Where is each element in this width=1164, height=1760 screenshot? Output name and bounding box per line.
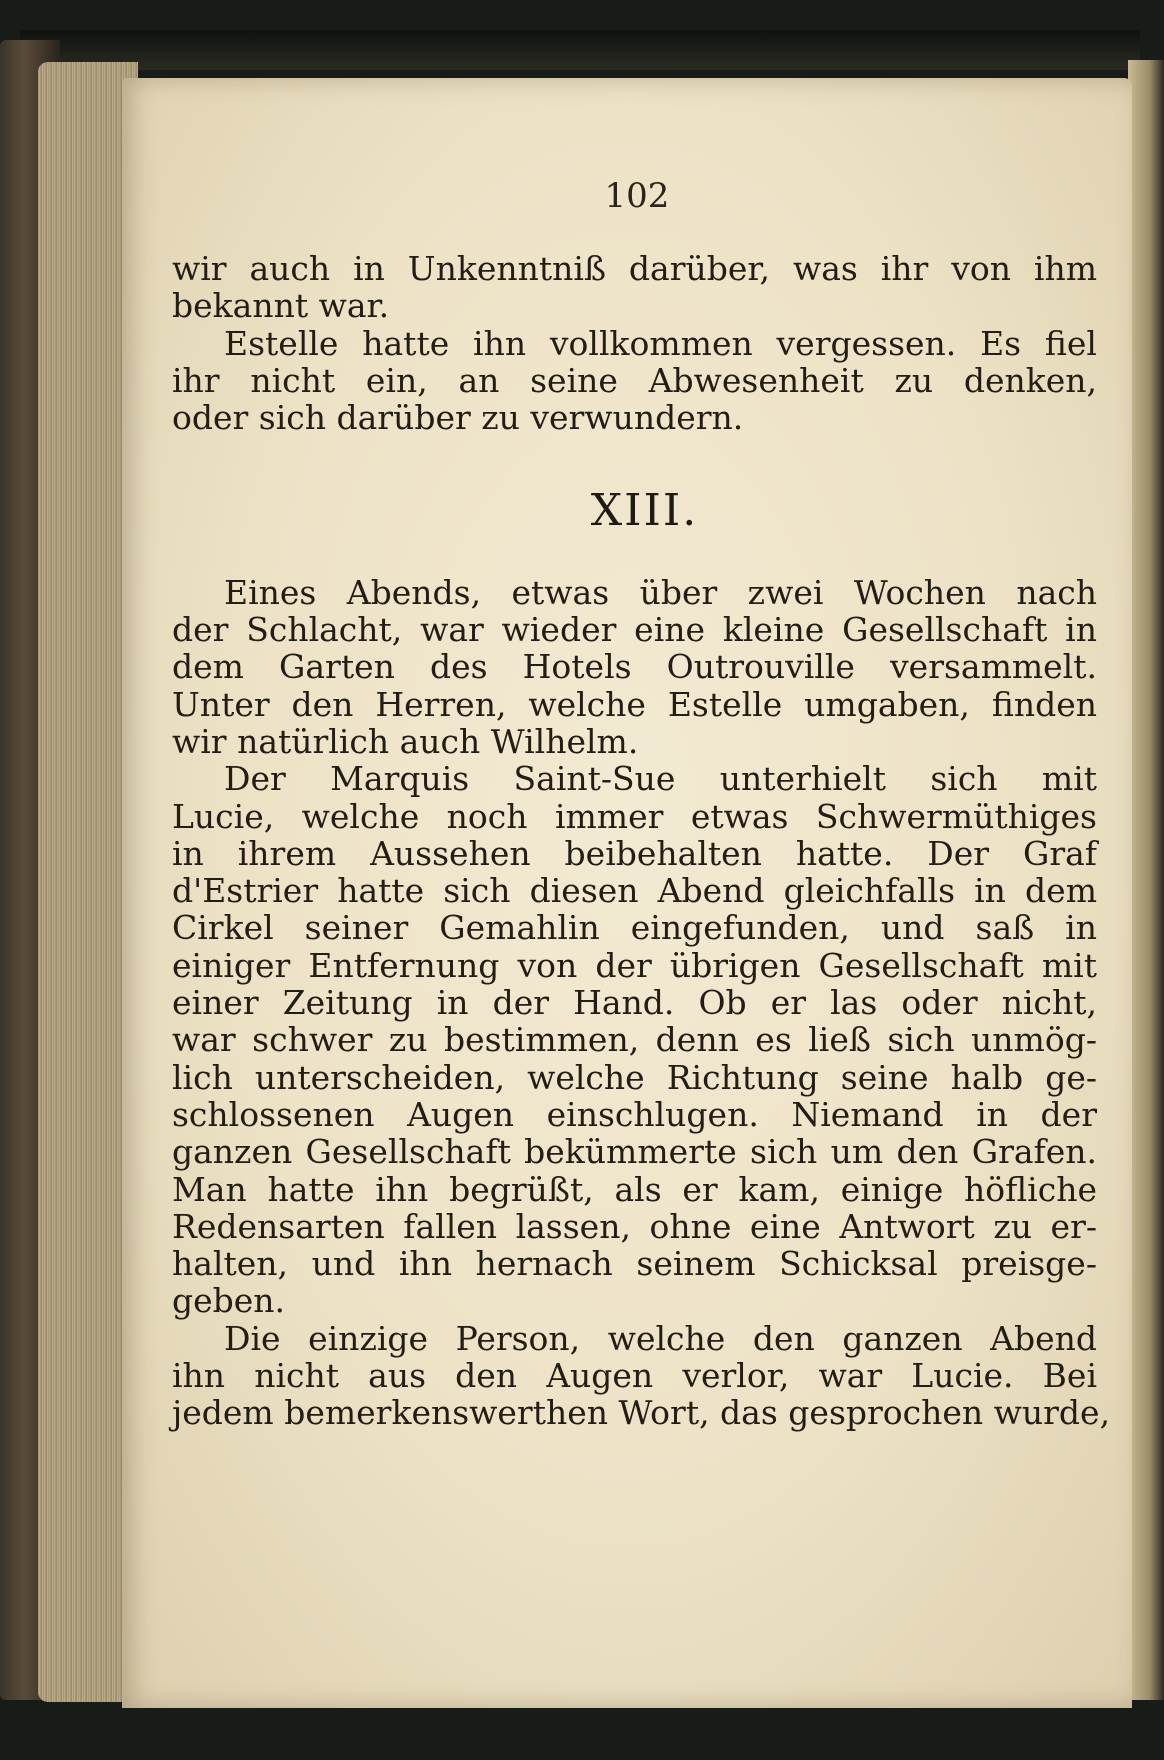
text-line: Cirkel seiner Gemahlin eingefunden, und saß in xyxy=(172,908,1097,948)
text-line: wir natürlich auch Wilhelm. xyxy=(172,721,639,761)
text-line: Estelle hatte ihn vollkommen vergessen. Es fiel xyxy=(224,323,1097,363)
page-number: 102 xyxy=(604,176,670,216)
text-line: halten, und ihn hernach seinem Schicksal preisge- xyxy=(172,1244,1097,1284)
text-line: ganzen Gesellschaft bekümmerte sich um den Grafen. xyxy=(172,1132,1097,1172)
text-line: einer Zeitung in der Hand. Ob er las oder nicht, xyxy=(172,983,1097,1023)
text-line: Man hatte ihn begrüßt, als er kam, einige höfliche xyxy=(172,1169,1097,1209)
paragraph-3 xyxy=(172,574,1097,760)
text-line: Redensarten fallen lassen, ohne eine Antwort zu er- xyxy=(172,1206,1097,1246)
text-line: oder sich darüber zu verwundern. xyxy=(172,398,744,438)
text-line: geben. xyxy=(172,1281,286,1321)
text-line: lich unterscheiden, welche Richtung seine halb ge- xyxy=(172,1057,1097,1097)
paragraph-1 xyxy=(172,250,1097,325)
text-line: in ihrem Aussehen beibehalten hatte. Der Graf xyxy=(172,833,1097,873)
paragraph-2 xyxy=(172,325,1097,437)
text-line: jedem bemerkenswerthen Wort, das gesprochen wurde, xyxy=(172,1393,1111,1433)
text-line: ihn nicht aus den Augen verlor, war Lucie. Bei xyxy=(172,1356,1097,1396)
paragraph-4 xyxy=(172,760,1097,1319)
chapter-heading: XIII. xyxy=(590,485,699,537)
text-line: war schwer zu bestimmen, denn es ließ sich unmög- xyxy=(172,1020,1097,1060)
text-line: schlossenen Augen einschlugen. Niemand in der xyxy=(172,1094,1097,1134)
text-line: der Schlacht, war wieder eine kleine Gesellschaft in xyxy=(172,610,1097,650)
text-line: Die einzige Person, welche den ganzen Abend xyxy=(224,1318,1097,1358)
text-line: wir auch in Unkenntniß darüber, was ihr von ihm xyxy=(172,249,1097,288)
page-text xyxy=(172,249,1111,1433)
text-line: Lucie, welche noch immer etwas Schwermüthiges xyxy=(172,796,1097,836)
text-line: bekannt war. xyxy=(172,286,390,326)
text-line: Eines Abends, etwas über zwei Wochen nach xyxy=(224,572,1097,612)
book-binding-top xyxy=(20,30,1140,70)
text-line: dem Garten des Hotels Outrouville versammelt. xyxy=(172,647,1097,687)
text-line: Der Marquis Saint-Sue unterhielt sich mit xyxy=(224,759,1097,799)
text-line: Unter den Herren, welche Estelle umgaben, finden xyxy=(172,684,1097,724)
text-line: ihr nicht ein, an seine Abwesenheit zu denken, xyxy=(172,360,1097,400)
facing-page-edge xyxy=(1128,60,1164,1700)
paragraph-5 xyxy=(172,1318,1111,1433)
text-line: einiger Entfernung von der übrigen Gesellschaft mit xyxy=(172,945,1097,985)
text-line: d'Estrier hatte sich diesen Abend gleichfalls in dem xyxy=(172,871,1097,911)
